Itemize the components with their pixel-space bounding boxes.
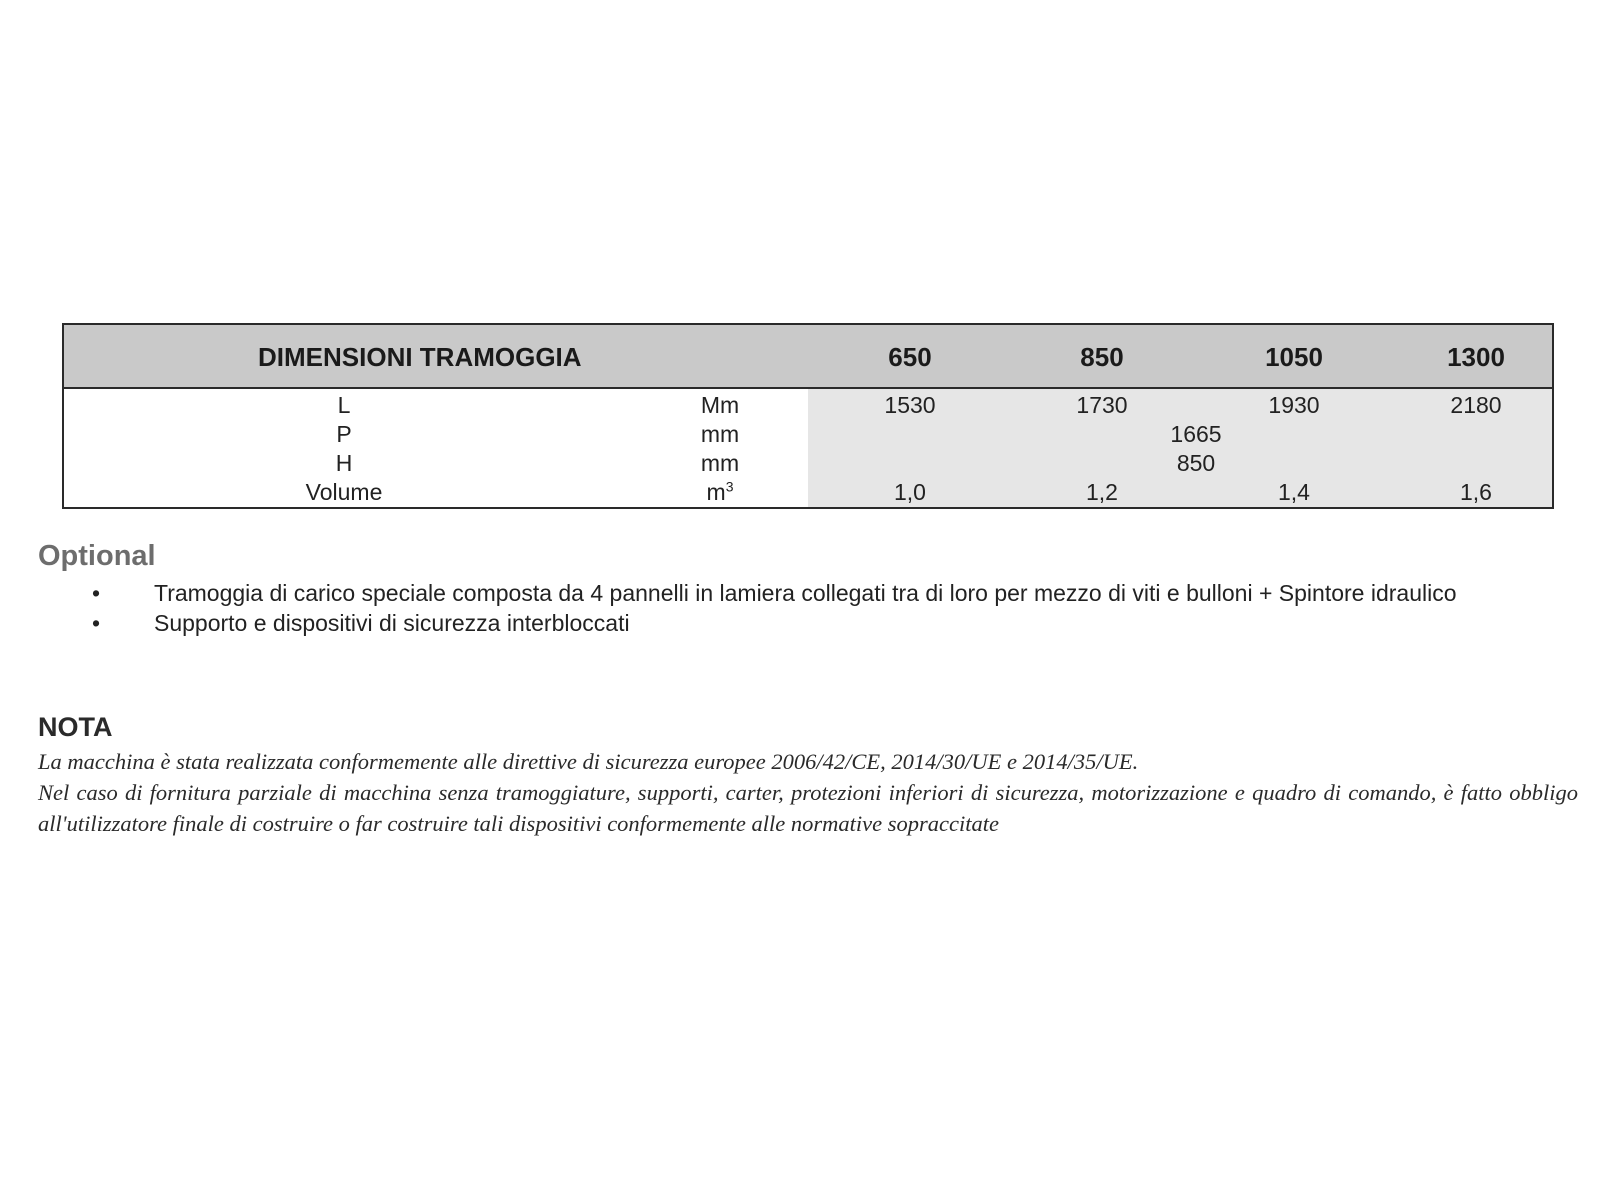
list-item (38, 578, 1544, 608)
dimensions-table (62, 323, 1554, 509)
row-label-volume: Volume (305, 479, 383, 505)
row-unit-p: mm (700, 421, 740, 447)
list-item (38, 608, 1544, 638)
nota-paragraph-1: La macchina è stata realizzata conformemente alle direttive di sicurezza europee 2006/42/CE, 2014/30/UE e 2014/35/UE. (38, 749, 1139, 774)
row-label-p: P (336, 421, 352, 447)
bullet-icon: • (92, 610, 101, 636)
merged-cell-h: 850 (1176, 450, 1216, 476)
row-unit-l: Mm (700, 392, 740, 418)
row-label-h: H (335, 450, 353, 476)
table-body (64, 389, 1552, 507)
list-item-text: Tramoggia di carico speciale composta da 4 pannelli in lamiera collegati tra di loro per mezzo di viti e bulloni + Spintore idraulico (154, 580, 1457, 606)
row-unit-volume (664, 478, 776, 506)
row-label-l: L (337, 392, 351, 418)
table-cell: 1530 (884, 392, 936, 418)
list-item-text: Supporto e dispositivi di sicurezza interbloccati (154, 610, 630, 636)
table-cell: 1,6 (1460, 479, 1492, 505)
row-unit-h: mm (700, 450, 740, 476)
nota-paragraph-2: Nel caso di fornitura parziale di macchina senza tramoggiature, supporti, carter, protezioni inferiori di sicurezza, motorizzazione e quadro di comando, è fatto obbligo all'utilizzatore finale di costruire o far costruire tali dispositivi conformemente alle normative sopraccitate (38, 780, 1578, 836)
optional-heading: Optional (38, 540, 156, 572)
table-cell: 1730 (1076, 392, 1128, 418)
table-cell: 1,4 (1278, 479, 1310, 505)
table-title: DIMENSIONI TRAMOGGIA (258, 342, 582, 372)
column-header-650: 650 (888, 342, 932, 372)
table-cell: 2180 (1450, 392, 1502, 418)
table-header (64, 325, 1552, 389)
column-header-850: 850 (1080, 342, 1124, 372)
table-cell: 1930 (1268, 392, 1320, 418)
merged-cell-p: 1665 (1170, 421, 1222, 447)
table-cell: 1,2 (1086, 479, 1118, 505)
table-cell: 1,0 (894, 479, 926, 505)
column-header-1300: 1300 (1447, 342, 1505, 372)
unit-base: m (706, 479, 726, 505)
bullet-icon: • (92, 580, 101, 606)
unit-exponent: 3 (725, 478, 734, 495)
column-header-1050: 1050 (1265, 342, 1323, 372)
nota-heading: NOTA (38, 712, 113, 742)
optional-list (38, 578, 1538, 638)
